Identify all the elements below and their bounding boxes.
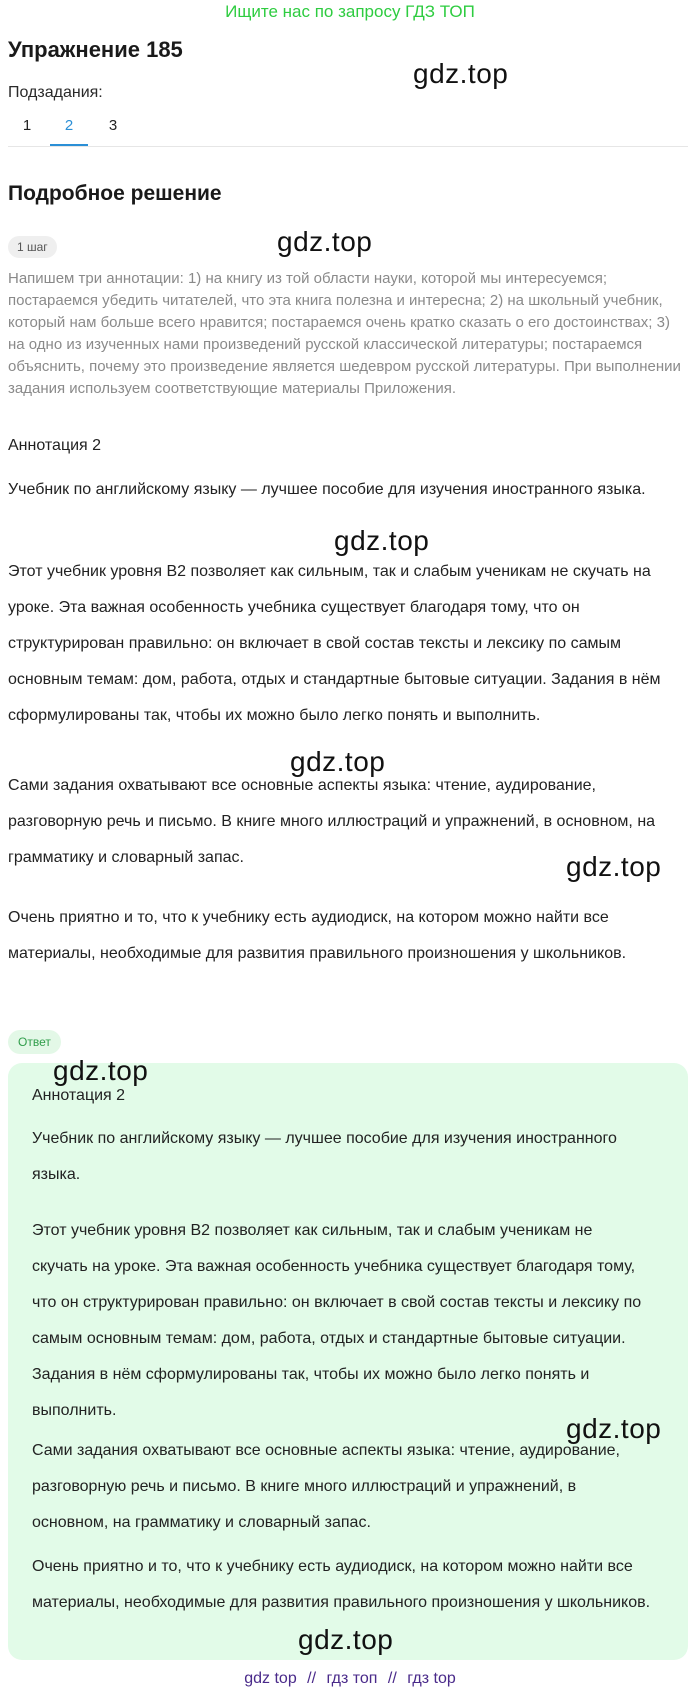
subtasks-label: Подзадания:: [8, 84, 103, 101]
solution-paragraph: Учебник по английскому языку — лучшее пособие для изучения иностранного языка.: [8, 481, 646, 498]
solution-heading: Аннотация 2: [8, 437, 102, 454]
answer-paragraph: Этот учебник уровня B2 позволяет как сильным, так и слабым ученикам не скучать на уроке. Эта важная особенность учебника существует благодаря тому, что он структурирован правильно: он включает в свой состав тексты и лексику по самым основным темам: дом, работа, отдых и стандартные бытовые ситуации. Задания в нём сформулированы так, чтобы их можно было легко понять и выполнить.: [32, 1222, 642, 1419]
tab-3[interactable]: 3: [108, 117, 118, 134]
answer-paragraph: Учебник по английскому языку — лучшее пособие для изучения иностранного языка.: [32, 1130, 617, 1183]
footer-link-gdz-top[interactable]: gdz top: [244, 1670, 297, 1687]
watermark: gdz.top: [277, 226, 373, 257]
watermark: gdz.top: [566, 1413, 662, 1444]
answer-paragraph: Очень приятно и то, что к учебнику есть аудиодиск, на котором можно найти все материалы, необходимые для развития правильного произношения у школьников.: [32, 1558, 651, 1611]
watermark: gdz.top: [334, 525, 430, 556]
solution-paragraph: Этот учебник уровня B2 позволяет как сильным, так и слабым ученикам не скучать на уроке. Эта важная особенность учебника существует благодаря тому, что он структурирован правильно: он включает в свой состав тексты и лексику по самым основным темам: дом, работа, отдых и стандартные бытовые ситуации. Задания в нём сформулированы так, чтобы их можно было легко понять и выполнить.: [8, 563, 661, 724]
footer-link-gdz-top-mixed[interactable]: гдз top: [407, 1670, 456, 1687]
solution-paragraph: Очень приятно и то, что к учебнику есть аудиодиск, на котором можно найти все материалы, необходимые для развития правильного произношения у школьников.: [8, 909, 627, 962]
watermark: gdz.top: [566, 851, 662, 882]
footer-links: [0, 1668, 700, 1690]
answer-box: [8, 1063, 688, 1660]
solution-paragraph: Сами задания охватывают все основные аспекты языка: чтение, аудирование, разговорную речь и письмо. В книге много иллюстраций и упражнений, в основном, на грамматику и словарный запас.: [8, 777, 656, 866]
footer-link-gdz-top-ru[interactable]: гдз топ: [326, 1670, 378, 1687]
tab-2[interactable]: 2: [50, 112, 88, 146]
answer-badge: Ответ: [8, 1030, 61, 1054]
subtask-tabs: [8, 112, 688, 147]
watermark: gdz.top: [290, 746, 386, 777]
answer-paragraph: Сами задания охватывают все основные аспекты языка: чтение, аудирование, разговорную речь и письмо. В книге много иллюстраций и упражнений, в основном, на грамматику и словарный запас.: [32, 1442, 620, 1531]
step-badge: 1 шаг: [8, 236, 57, 258]
promo-banner: Ищите нас по запросу ГДЗ ТОП: [225, 2, 475, 21]
watermark: gdz.top: [298, 1624, 394, 1655]
footer-separator: //: [387, 1670, 397, 1687]
watermark: gdz.top: [413, 58, 509, 89]
task-instruction: Напишем три аннотации: 1) на книгу из той области науки, которой мы интересуемся; постараемся убедить читателей, что эта книга полезна и интересна; 2) на школьный учебник, который нам больше всего нравится; постараемся очень кратко сказать о его достоинствах; 3) на одно из изученных нами произведений русской классической литературы; постараемся объяснить, почему это произведение является шедевром русской литературы. При выполнении задания используем соответствующие материалы Приложения.: [8, 270, 681, 397]
tab-1[interactable]: 1: [22, 117, 32, 134]
page-title: Упражнение 185: [8, 37, 183, 62]
footer-separator: //: [307, 1670, 317, 1687]
answer-heading: Аннотация 2: [32, 1087, 126, 1104]
section-title: Подробное решение: [8, 182, 222, 205]
watermark: gdz.top: [53, 1055, 149, 1086]
